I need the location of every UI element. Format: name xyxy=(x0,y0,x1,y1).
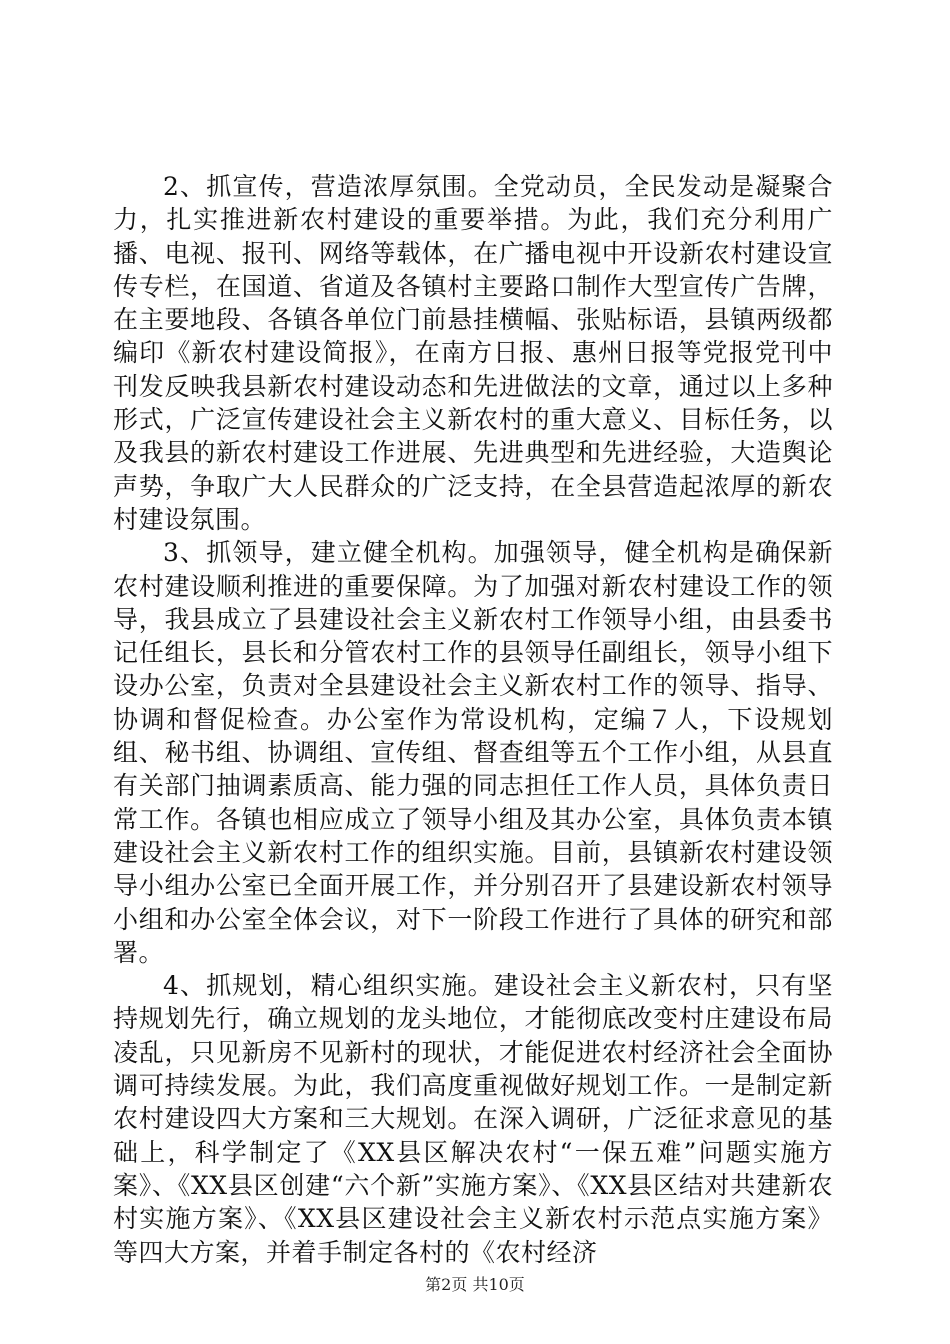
paragraph-publicity: 2、抓宣传，营造浓厚氛围。全党动员，全民发动是凝聚合力，扎实推进新农村建设的重要举措。为此，我们充分利用广播、电视、报刊、网络等载体，在广播电视中开设新农村建设宣传专栏，在国道、省道及各镇村主要路口制作大型宣传广告牌，在主要地段、各镇各单位门前悬挂横幅、张贴标语，县镇两级都编印《新农村建设简报》，在南方日报、惠州日报等党报党刊中刊发反映我县新农村建设动态和先进做法的文章，通过以上多种形式，广泛宣传建设社会主义新农村的重大意义、目标任务，以及我县的新农村建设工作进展、先进典型和先进经验，大造舆论声势，争取广大人民群众的广泛支持，在全县营造起浓厚的新农村建设氛围。 xyxy=(113,172,833,534)
paragraph-planning: 4、抓规划，精心组织实施。建设社会主义新农村，只有坚持规划先行，确立规划的龙头地位，才能彻底改变村庄建设布局凌乱，只见新房不见新村的现状，才能促进农村经济社会全面协调可持续发展。为此，我们高度重视做好规划工作。一是制定新农村建设四大方案和三大规划。在深入调研，广泛征求意见的基础上，科学制定了《XX县区解决农村“一保五难”问题实施方案》、《XX县区创建“六个新”实施方案》、《XX县区结对共建新农村实施方案》、《XX县区建设社会主义新农村示范点实施方案》等四大方案，并着手制定各村的《农村经济 xyxy=(113,971,833,1267)
page-number-footer: 第2页 共10页 xyxy=(425,1275,525,1294)
paragraph-leadership: 3、抓领导，建立健全机构。加强领导，健全机构是确保新农村建设顺利推进的重要保障。为了加强对新农村建设工作的领导，我县成立了县建设社会主义新农村工作领导小组，由县委书记任组长，县长和分管农村工作的县领导任副组长，领导小组下设办公室，负责对全县建设社会主义新农村工作的领导、指导、协调和督促检查。办公室作为常设机构，定编７人，下设规划组、秘书组、协调组、宣传组、督查组等五个工作小组，从县直有关部门抽调素质高、能力强的同志担任工作人员，具体负责日常工作。各镇也相应成立了领导小组及其办公室，具体负责本镇建设社会主义新农村工作的组织实施。目前，县镇新农村建设领导小组办公室已全面开展工作，并分别召开了县建设新农村领导小组和办公室全体会议，对下一阶段工作进行了具体的研究和部署。 xyxy=(113,538,833,967)
document-body xyxy=(113,170,833,1269)
